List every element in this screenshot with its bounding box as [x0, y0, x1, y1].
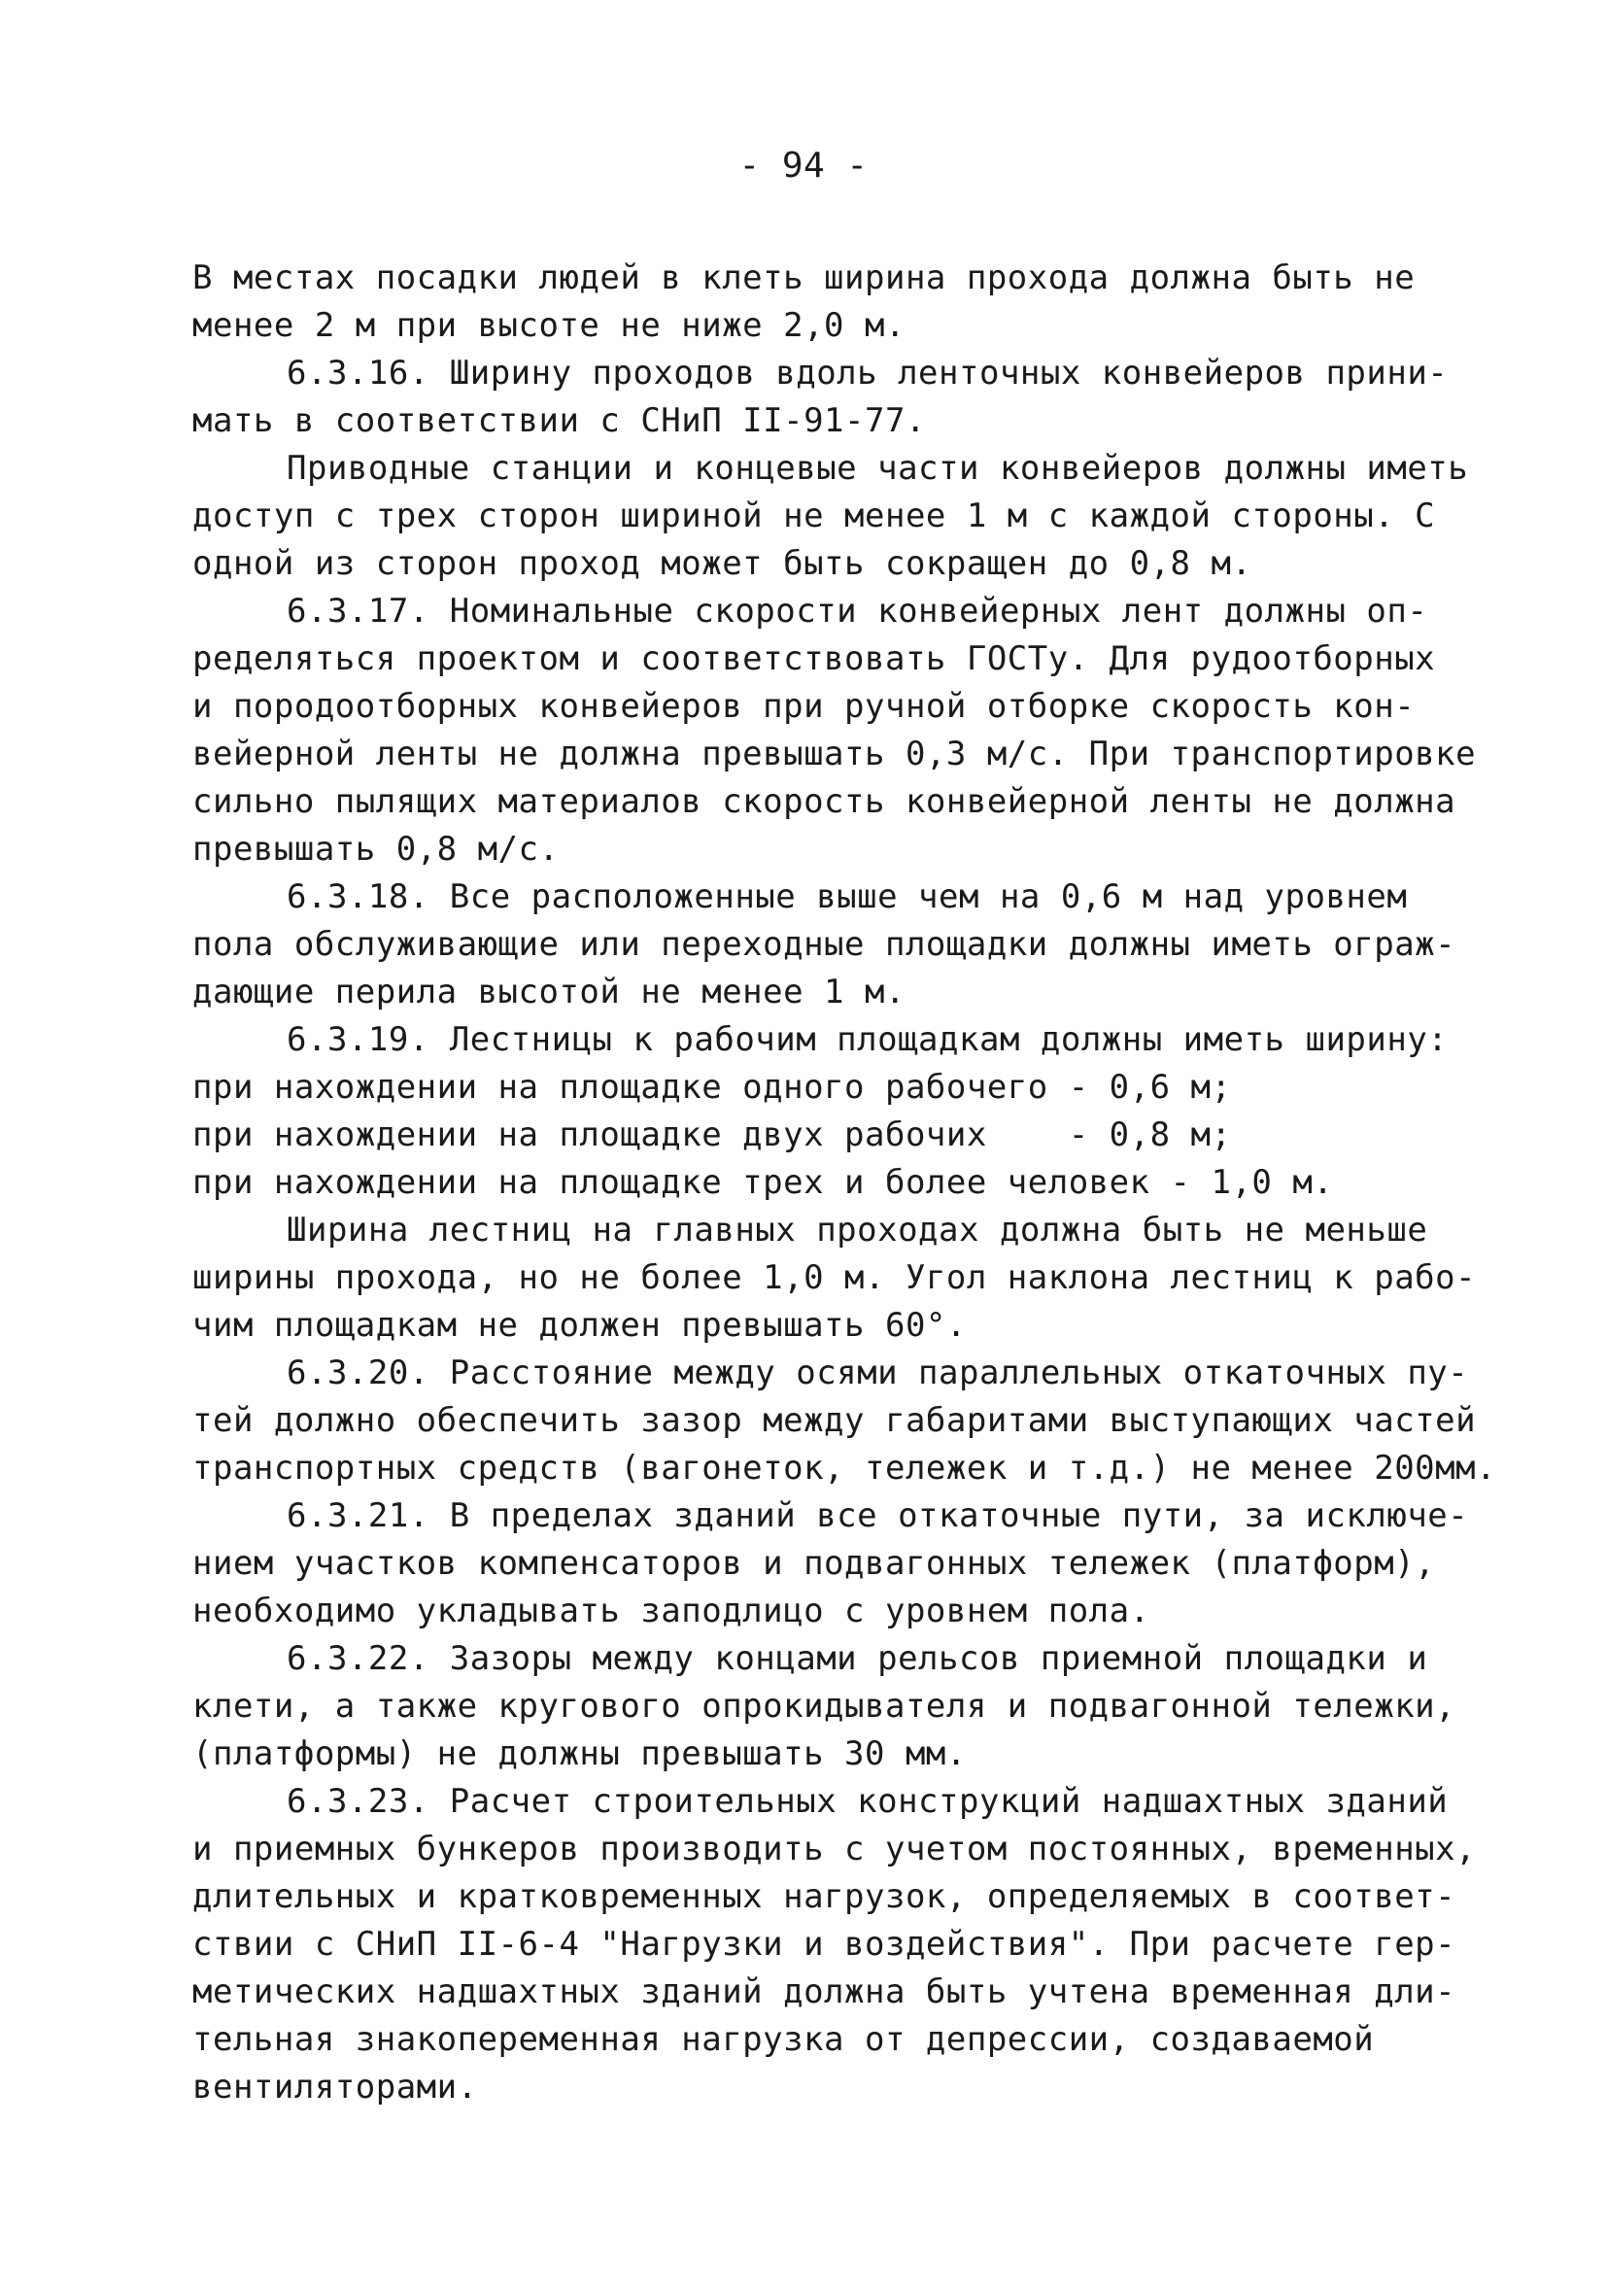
clause-heading-line: 6.3.16. Ширину проходов вдоль ленточных конвейеров прини- — [287, 354, 1449, 393]
text-line: мать в соответствии с СНиП II-91-77. — [192, 401, 926, 440]
text-line: сильно пылящих материалов скорость конвейерной ленты не должна — [192, 782, 1456, 821]
list-line: при нахождении на площадке двух рабочих - 0,8 м; — [192, 1115, 1232, 1154]
clause-heading-line: 6.3.17. Номинальные скорости конвейерных лент должны оп- — [287, 592, 1428, 631]
clause-heading-line: 6.3.22. Зазоры между концами рельсов приемной площадки и — [287, 1639, 1428, 1678]
text-line: тей должно обеспечить зазор между габаритами выступающих частей — [192, 1401, 1477, 1440]
clause-heading-line: 6.3.18. Все расположенные выше чем на 0,6 м над уровнем — [287, 877, 1408, 916]
text-line: дающие перила высотой не менее 1 м. — [192, 973, 906, 1011]
text-line: пола обслуживающие или переходные площадки должны иметь ограж- — [192, 925, 1456, 964]
text-line: длительных и кратковременных нагрузок, определяемых в соответ- — [192, 1877, 1456, 1916]
clause-heading-line: 6.3.20. Расстояние между осями параллельных откаточных пу- — [287, 1354, 1469, 1392]
text-line: (платформы) не должны превышать 30 мм. — [192, 1734, 967, 1773]
text-line: клети, а также кругового опрокидывателя и подвагонной тележки, — [192, 1687, 1456, 1726]
clause-heading-line: 6.3.23. Расчет строительных конструкций надшахтных зданий — [287, 1782, 1449, 1821]
text-line: метических надшахтных зданий должна быть учтена временная дли- — [192, 1972, 1456, 2011]
text-line: ределяться проектом и соответствовать ГОСТу. Для рудоотборных — [192, 639, 1436, 678]
page-number: - 94 - — [738, 146, 869, 186]
list-line: при нахождении на площадке одного рабочего - 0,6 м; — [192, 1068, 1232, 1107]
text-line: нием участков компенсаторов и подвагонных тележек (платформ), — [192, 1544, 1436, 1583]
text-line: доступ с трех сторон шириной не менее 1 м с каждой стороны. С — [192, 497, 1436, 535]
text-line: и породоотборных конвейеров при ручной отборке скорость кон- — [192, 687, 1416, 726]
text-line: одной из сторон проход может быть сокращен до 0,8 м. — [192, 544, 1252, 583]
text-line: чим площадкам не должен превышать 60°. — [192, 1306, 967, 1345]
text-line: менее 2 м при высоте не ниже 2,0 м. — [192, 306, 906, 345]
text-line: В местах посадки людей в клеть ширина прохода должна быть не — [192, 258, 1416, 297]
body-text — [192, 255, 1497, 2111]
clause-heading-line: 6.3.21. В пределах зданий все откаточные пути, за исключе- — [287, 1496, 1469, 1535]
text-line: вейерной ленты не должна превышать 0,3 м/с. При транспортировке — [192, 735, 1477, 773]
text-line: необходимо укладывать заподлицо с уровнем пола. — [192, 1592, 1150, 1630]
text-line: ширины прохода, но не более 1,0 м. Угол наклона лестниц к рабо- — [192, 1258, 1477, 1297]
text-line: и приемных бункеров производить с учетом постоянных, временных, — [192, 1830, 1477, 1868]
text-line: тельная знакопеременная нагрузка от депрессии, создаваемой — [192, 2020, 1375, 2059]
paragraph-start-line: Ширина лестниц на главных проходах должна быть не меньше — [287, 1211, 1428, 1250]
text-line: транспортных средств (вагонеток, тележек и т.д.) не менее 200мм. — [192, 1449, 1497, 1488]
text-line: ствии с СНиП II-6-4 "Нагрузки и воздействия". При расчете гер- — [192, 1925, 1456, 1964]
list-line: при нахождении на площадке трех и более человек - 1,0 м. — [192, 1163, 1334, 1202]
clause-heading-line: 6.3.19. Лестницы к рабочим площадкам должны иметь ширину: — [287, 1020, 1449, 1059]
text-line: превышать 0,8 м/с. — [192, 830, 560, 869]
text-line: вентиляторами. — [192, 2068, 478, 2107]
paragraph-start-line: Приводные станции и концевые части конвейеров должны иметь — [287, 449, 1469, 488]
